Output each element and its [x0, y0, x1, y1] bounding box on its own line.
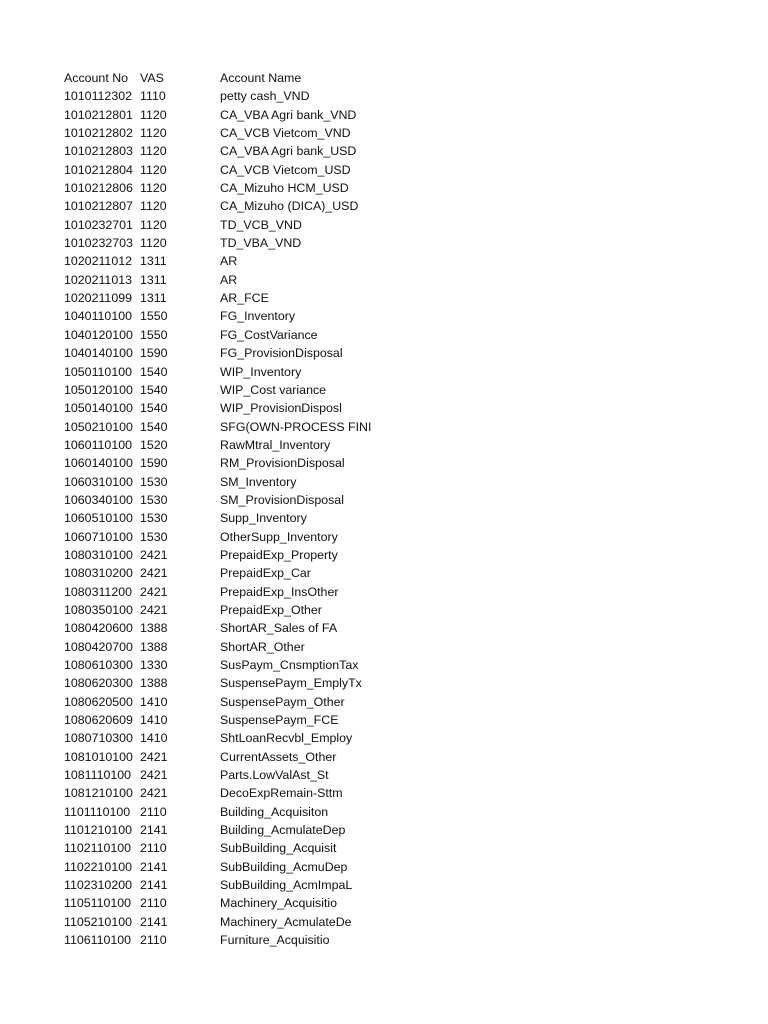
account-name-cell: CA_VCB Vietcom_USD — [220, 162, 351, 177]
vas-cell: 2421 — [140, 786, 168, 801]
vas-cell: 2421 — [140, 566, 168, 581]
account-no-cell: 1102110100 — [64, 841, 132, 856]
account-no-cell: 1020211099 — [64, 291, 132, 306]
vas-cell: 1110 — [140, 89, 166, 104]
account-name-cell: ShtLoanRecvbl_Employ — [220, 731, 353, 746]
account-name-cell: FG_ProvisionDisposal — [220, 346, 343, 361]
account-name-cell: FG_CostVariance — [220, 327, 318, 342]
account-name-cell: SusPaym_CnsmptionTax — [220, 658, 359, 672]
account-no-cell: 1010232701 — [64, 217, 133, 232]
vas-cell: 2110 — [140, 804, 167, 819]
account-name-cell: CA_VBA Agri bank_VND — [220, 107, 357, 122]
vas-cell: 1540 — [140, 364, 168, 379]
account-name-cell: AR_FCE — [220, 291, 269, 306]
account-no-cell: 1106110100 — [64, 933, 132, 948]
vas-cell: 2421 — [140, 547, 168, 562]
vas-cell: 2141 — [140, 859, 168, 874]
account-no-cell: 1040120100 — [64, 327, 133, 342]
vas-cell: 2110 — [140, 896, 167, 911]
vas-cell: 1530 — [140, 529, 168, 544]
vas-cell: 1530 — [140, 474, 168, 489]
vas-cell: 1120 — [140, 217, 167, 232]
account-no-cell: 1050140100 — [64, 401, 133, 416]
account-name-cell: Furniture_Acquisitio — [220, 933, 330, 948]
vas-cell: 1311 — [140, 254, 167, 269]
account-no-cell: 1080311200 — [64, 584, 132, 599]
account-name-cell: PrepaidExp_Property — [220, 547, 338, 562]
vas-cell: 1120 — [140, 236, 167, 251]
vas-cell: 2421 — [140, 584, 168, 599]
account-name-cell: SuspensePaym_FCE — [220, 713, 339, 728]
vas-cell: 1330 — [140, 658, 168, 672]
account-no-cell: 1010212802 — [64, 126, 133, 141]
account-no-cell: 1010212806 — [64, 181, 133, 196]
vas-cell: 1311 — [140, 272, 167, 287]
account-name-cell: WIP_ProvisionDisposl — [220, 401, 342, 416]
vas-cell: 1388 — [140, 639, 168, 654]
vas-cell: 1540 — [140, 382, 168, 397]
vas-cell: 1120 — [140, 107, 167, 122]
vas-cell: 1410 — [140, 731, 168, 746]
account-no-cell: 1050120100 — [64, 382, 133, 397]
account-no-cell: 1105210100 — [64, 914, 132, 929]
account-no-cell: 1010112302 — [64, 89, 132, 104]
account-no-cell: 1080610300 — [64, 658, 133, 672]
account-no-cell: 1081210100 — [64, 786, 133, 801]
account-no-cell: 1060310100 — [64, 474, 133, 489]
account-no-cell: 1010212803 — [64, 144, 133, 159]
account-name-cell: PrepaidExp_InsOther — [220, 584, 339, 599]
account-no-cell: 1081110100 — [64, 768, 132, 783]
vas-cell: 2141 — [140, 878, 168, 893]
account-no-cell: 1080350100 — [64, 602, 133, 617]
account-name-cell: SubBuilding_AcmuDep — [220, 859, 348, 874]
account-name-cell: Parts.LowValAst_St — [220, 768, 329, 783]
account-no-cell: 1010212804 — [64, 162, 133, 177]
account-name-cell: SubBuilding_AcmImpaL — [220, 878, 353, 893]
account-name-cell: AR — [220, 254, 238, 269]
account-no-cell: 1080620300 — [64, 676, 133, 691]
account-no-cell: 1102310200 — [64, 878, 132, 893]
account-name-cell: DecoExpRemain-Sttm — [220, 786, 343, 801]
vas-cell: 2141 — [140, 823, 168, 838]
account-name-cell: WIP_Inventory — [220, 364, 302, 379]
account-name-cell: SM_Inventory — [220, 474, 297, 489]
account-name-cell: ShortAR_Sales of FA — [220, 621, 338, 636]
vas-cell: 1120 — [140, 181, 167, 196]
account-name-cell: CA_VBA Agri bank_USD — [220, 144, 357, 159]
account-name-cell: SuspensePaym_EmplyTx — [220, 676, 362, 691]
account-name-cell: Building_AcmulateDep — [220, 823, 346, 838]
account-name-cell: CurrentAssets_Other — [220, 749, 337, 764]
account-no-cell: 1040140100 — [64, 346, 133, 361]
vas-cell: 1530 — [140, 492, 168, 507]
vas-cell: 2110 — [140, 841, 167, 856]
account-no-cell: 1060710100 — [64, 529, 133, 544]
vas-cell: 1410 — [140, 713, 168, 728]
account-no-cell: 1060140100 — [64, 456, 133, 471]
account-no-cell: 1102210100 — [64, 859, 132, 874]
account-no-cell: 1080420700 — [64, 639, 133, 654]
account-no-cell: 1105110100 — [64, 896, 132, 911]
vas-cell: 1520 — [140, 437, 168, 452]
account-name-cell: TD_VCB_VND — [220, 217, 302, 232]
account-name-cell: ShortAR_Other — [220, 639, 305, 654]
account-name-cell: SuspensePaym_Other — [220, 694, 345, 709]
account-name-cell: PrepaidExp_Other — [220, 602, 322, 617]
account-name-cell: Supp_Inventory — [220, 511, 307, 526]
account-name-cell: FG_Inventory — [220, 309, 296, 324]
header-vas: VAS — [140, 71, 164, 85]
account-name-cell: TD_VBA_VND — [220, 236, 302, 251]
account-no-cell: 1050210100 — [64, 419, 133, 434]
account-name-cell: Machinery_Acquisitio — [220, 896, 338, 911]
vas-cell: 2110 — [140, 933, 167, 948]
account-name-cell: RM_ProvisionDisposal — [220, 456, 345, 471]
account-no-cell: 1040110100 — [64, 309, 132, 324]
vas-cell: 1120 — [140, 144, 167, 159]
account-no-cell: 1080310200 — [64, 566, 133, 581]
account-no-cell: 1010212801 — [64, 107, 133, 122]
account-no-cell: 1080620500 — [64, 694, 133, 709]
vas-cell: 1530 — [140, 511, 168, 526]
account-name-cell: petty cash_VND — [220, 89, 310, 104]
account-no-cell: 1010232703 — [64, 236, 133, 251]
account-name-cell: SM_ProvisionDisposal — [220, 492, 344, 507]
account-name-cell: CA_Mizuho (DICA)_USD — [220, 199, 359, 214]
account-no-cell: 1010212807 — [64, 199, 133, 214]
vas-cell: 1120 — [140, 162, 167, 177]
vas-cell: 2421 — [140, 749, 168, 764]
header-account-no: Account No — [64, 71, 129, 85]
account-no-cell: 1060110100 — [64, 437, 132, 452]
account-name-cell: Machinery_AcmulateDe — [220, 914, 352, 929]
vas-cell: 1388 — [140, 676, 168, 691]
account-name-cell: WIP_Cost variance — [220, 382, 327, 397]
vas-cell: 1120 — [140, 199, 167, 214]
account-name-cell: OtherSupp_Inventory — [220, 529, 338, 544]
account-name-cell: CA_Mizuho HCM_USD — [220, 181, 349, 196]
account-no-cell: 1020211012 — [64, 254, 132, 269]
account-name-cell: SFG(OWN-PROCESS FINI — [220, 419, 372, 434]
vas-cell: 1120 — [140, 126, 167, 141]
vas-cell: 1540 — [140, 419, 168, 434]
vas-cell: 1550 — [140, 309, 168, 324]
account-no-cell: 1050110100 — [64, 364, 132, 379]
vas-cell: 2141 — [140, 914, 168, 929]
account-name-cell: RawMtral_Inventory — [220, 437, 331, 452]
account-name-cell: AR — [220, 272, 238, 287]
account-no-cell: 1060510100 — [64, 511, 133, 526]
vas-cell: 1550 — [140, 327, 168, 342]
vas-cell: 1540 — [140, 401, 168, 416]
vas-cell: 1590 — [140, 456, 168, 471]
account-no-cell: 1020211013 — [64, 272, 132, 287]
account-no-cell: 1060340100 — [64, 492, 133, 507]
vas-cell: 1311 — [140, 291, 167, 306]
account-no-cell: 1101110100 — [64, 804, 131, 819]
header-account-name: Account Name — [220, 71, 302, 85]
vas-cell: 2421 — [140, 602, 168, 617]
account-name-cell: PrepaidExp_Car — [220, 566, 311, 581]
vas-cell: 1410 — [140, 694, 168, 709]
account-name-cell: CA_VCB Vietcom_VND — [220, 126, 351, 141]
account-name-cell: Building_Acquisiton — [220, 804, 329, 819]
vas-cell: 1388 — [140, 621, 168, 636]
account-no-cell: 1080310100 — [64, 547, 133, 562]
account-no-cell: 1080420600 — [64, 621, 133, 636]
vas-cell: 2421 — [140, 768, 168, 783]
account-no-cell: 1101210100 — [64, 823, 132, 838]
account-name-cell: SubBuilding_Acquisit — [220, 841, 337, 856]
vas-cell: 1590 — [140, 346, 168, 361]
account-no-cell: 1080620609 — [64, 713, 133, 728]
account-no-cell: 1081010100 — [64, 749, 133, 764]
account-no-cell: 1080710300 — [64, 731, 133, 746]
